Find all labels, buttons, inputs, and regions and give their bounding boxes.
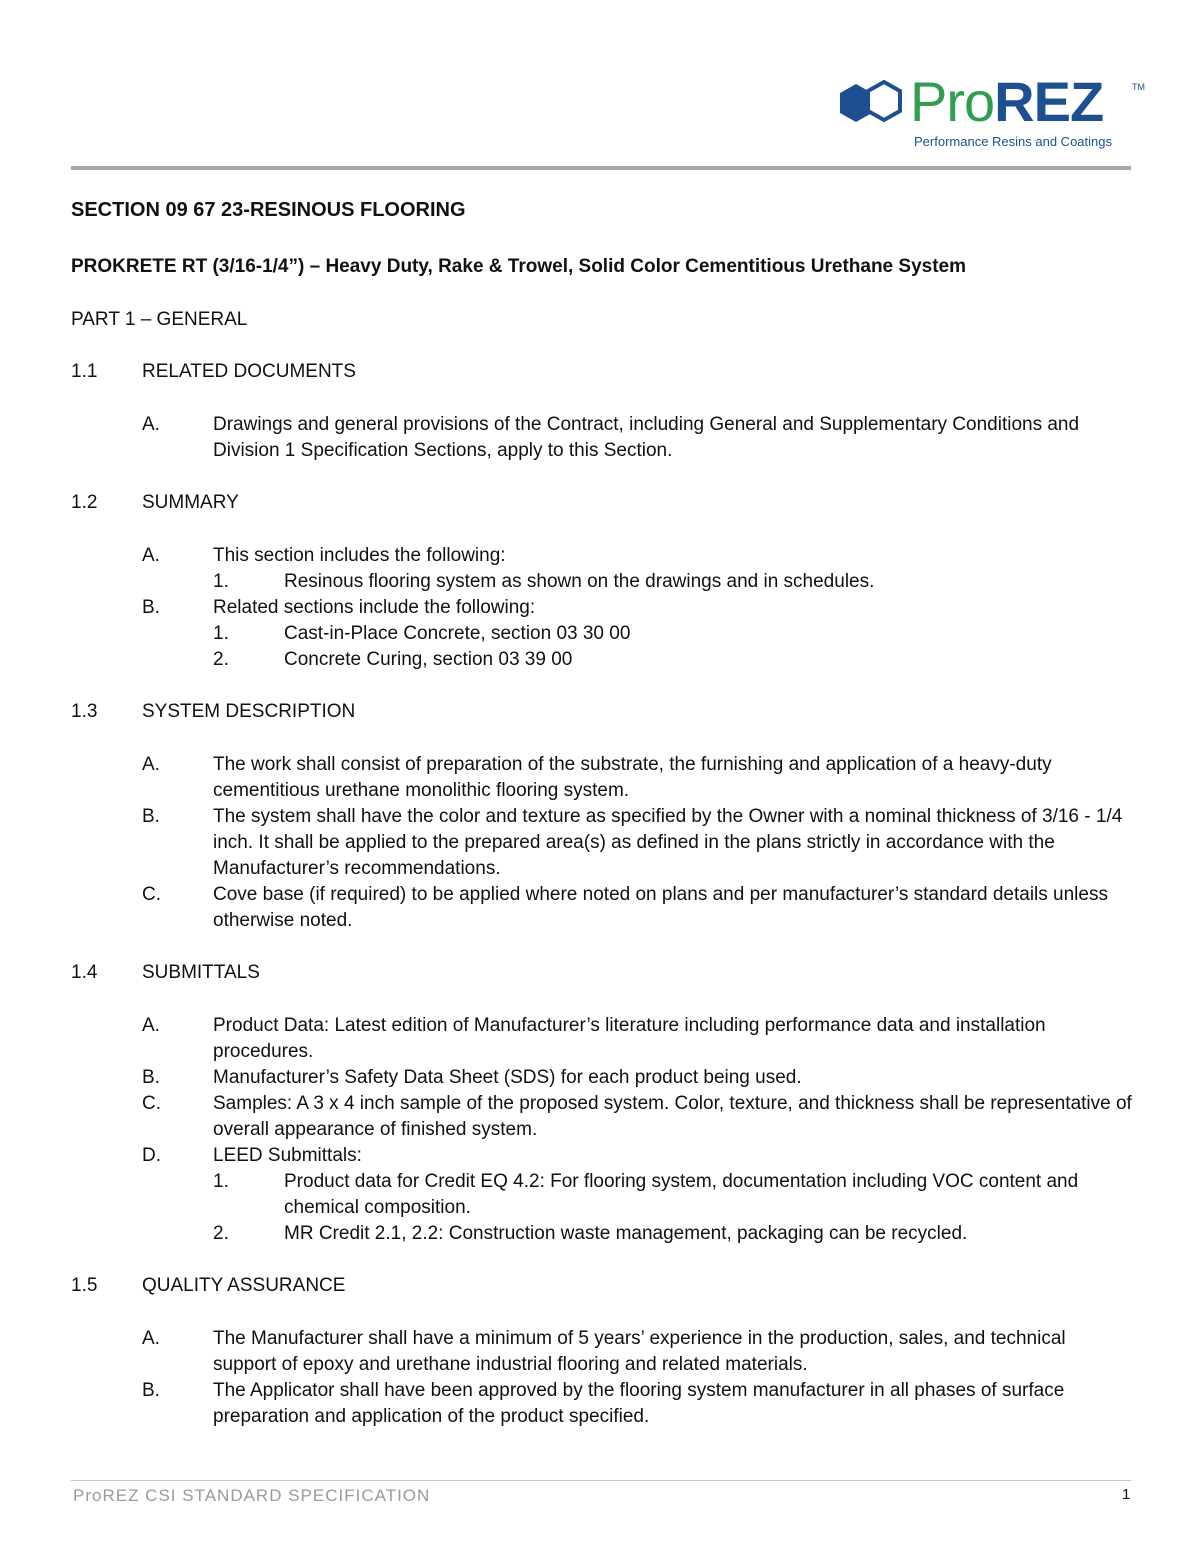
list-item — [71, 595, 1133, 621]
item-text: The Manufacturer shall have a minimum of 5 years’ experience in the production, sales, and technical support of epoxy and urethane industrial flooring and related materials. — [213, 1328, 1066, 1375]
list-item — [71, 1326, 1133, 1378]
sub-item-number: 2. — [213, 1223, 229, 1244]
sub-item-text: Resinous flooring system as shown on the drawings and in schedules. — [284, 571, 875, 592]
part-heading: PART 1 – GENERAL — [71, 309, 248, 330]
list-item — [71, 882, 1133, 934]
item-letter: A. — [142, 1015, 160, 1036]
list-item — [71, 1013, 1133, 1065]
sub-item-text: MR Credit 2.1, 2.2: Construction waste management, packaging can be recycled. — [284, 1223, 968, 1244]
document-body — [71, 196, 1133, 1430]
item-letter: A. — [142, 1328, 160, 1349]
sections-container — [71, 359, 1133, 1430]
logo-tagline: Performance Resins and Coatings — [914, 134, 1112, 149]
item-letter: A. — [142, 545, 160, 566]
item-text: Manufacturer’s Safety Data Sheet (SDS) for each product being used. — [213, 1067, 802, 1088]
sub-list-item — [71, 647, 1133, 673]
item-letter: B. — [142, 806, 160, 827]
item-text: Samples: A 3 x 4 inch sample of the proposed system. Color, texture, and thickness shall be representative of overall appearance of finished system. — [213, 1093, 1132, 1140]
list-item — [71, 543, 1133, 569]
section-number: 1.4 — [71, 962, 98, 983]
item-text: The work shall consist of preparation of the substrate, the furnishing and application of a heavy-duty cementitious urethane monolithic flooring system. — [213, 754, 1052, 801]
item-text: This section includes the following: — [213, 545, 506, 566]
item-letter: A. — [142, 414, 160, 435]
section-number: 1.3 — [71, 701, 98, 722]
logo-rez-text: REZ — [994, 70, 1104, 133]
section-heading — [71, 1273, 1133, 1299]
item-text: Cove base (if required) to be applied where noted on plans and per manufacturer’s standard details unless otherwise noted. — [213, 884, 1108, 931]
section-heading — [71, 699, 1133, 725]
list-item — [71, 752, 1133, 804]
section-heading — [71, 960, 1133, 986]
section-heading — [71, 359, 1133, 385]
sub-list-item — [71, 1169, 1133, 1221]
section-heading-title: SUMMARY — [142, 492, 239, 513]
logo-trademark: TM — [1132, 82, 1145, 92]
sub-list-item — [71, 621, 1133, 647]
item-text: The system shall have the color and texture as specified by the Owner with a nominal thickness of 3/16 - 1/4 inch. It shall be applied to the prepared area(s) as defined in the plans strictly in accordance with the Manufacturer’s recommendations. — [213, 806, 1123, 879]
sub-list-item — [71, 569, 1133, 595]
list-item — [71, 804, 1133, 882]
item-text: Related sections include the following: — [213, 597, 536, 618]
sub-item-number: 1. — [213, 1171, 229, 1192]
item-letter: B. — [142, 1380, 160, 1401]
section-heading-title: RELATED DOCUMENTS — [142, 361, 356, 382]
logo-pro-text: Pro — [910, 70, 995, 133]
footer-label: ProREZ CSI STANDARD SPECIFICATION — [73, 1486, 431, 1505]
list-item — [71, 1143, 1133, 1169]
page-number: 1 — [1122, 1486, 1131, 1503]
system-subtitle: PROKRETE RT (3/16-1/4”) – Heavy Duty, Rake & Trowel, Solid Color Cementitious Urethane System — [71, 256, 966, 277]
item-letter: D. — [142, 1145, 161, 1166]
item-letter: C. — [142, 1093, 161, 1114]
sub-item-number: 1. — [213, 571, 229, 592]
sub-item-number: 2. — [213, 649, 229, 670]
list-item — [71, 1065, 1133, 1091]
section-heading-title: SUBMITTALS — [142, 962, 260, 983]
hexagon-logo-icon — [836, 80, 906, 132]
item-text: Drawings and general provisions of the Contract, including General and Supplementary Conditions and Division 1 Specification Sections, apply to this Section. — [213, 414, 1080, 461]
sub-list-item — [71, 1221, 1133, 1247]
sub-item-text: Cast-in-Place Concrete, section 03 30 00 — [284, 623, 631, 644]
list-item — [71, 1378, 1133, 1430]
section-number: 1.1 — [71, 361, 98, 382]
item-letter: C. — [142, 884, 161, 905]
item-letter: A. — [142, 754, 160, 775]
section-number: 1.2 — [71, 492, 98, 513]
logo-wordmark — [910, 70, 1103, 134]
footer-divider — [71, 1480, 1131, 1481]
section-heading-title: QUALITY ASSURANCE — [142, 1275, 346, 1296]
section-title: SECTION 09 67 23-RESINOUS FLOORING — [71, 199, 466, 221]
item-text: LEED Submittals: — [213, 1145, 362, 1166]
sub-item-text: Product data for Credit EQ 4.2: For flooring system, documentation including VOC content and chemical composition. — [284, 1171, 1079, 1218]
section-number: 1.5 — [71, 1275, 98, 1296]
item-text: Product Data: Latest edition of Manufacturer’s literature including performance data and installation procedures. — [213, 1015, 1046, 1062]
prorez-logo — [836, 70, 1148, 156]
header-divider — [71, 166, 1131, 170]
sub-item-number: 1. — [213, 623, 229, 644]
item-text: The Applicator shall have been approved by the flooring system manufacturer in all phases of surface preparation and application of the product specified. — [213, 1380, 1065, 1427]
item-letter: B. — [142, 1067, 160, 1088]
section-heading-title: SYSTEM DESCRIPTION — [142, 701, 356, 722]
list-item — [71, 412, 1133, 464]
item-letter: B. — [142, 597, 160, 618]
sub-item-text: Concrete Curing, section 03 39 00 — [284, 649, 573, 670]
section-heading — [71, 490, 1133, 516]
list-item — [71, 1091, 1133, 1143]
